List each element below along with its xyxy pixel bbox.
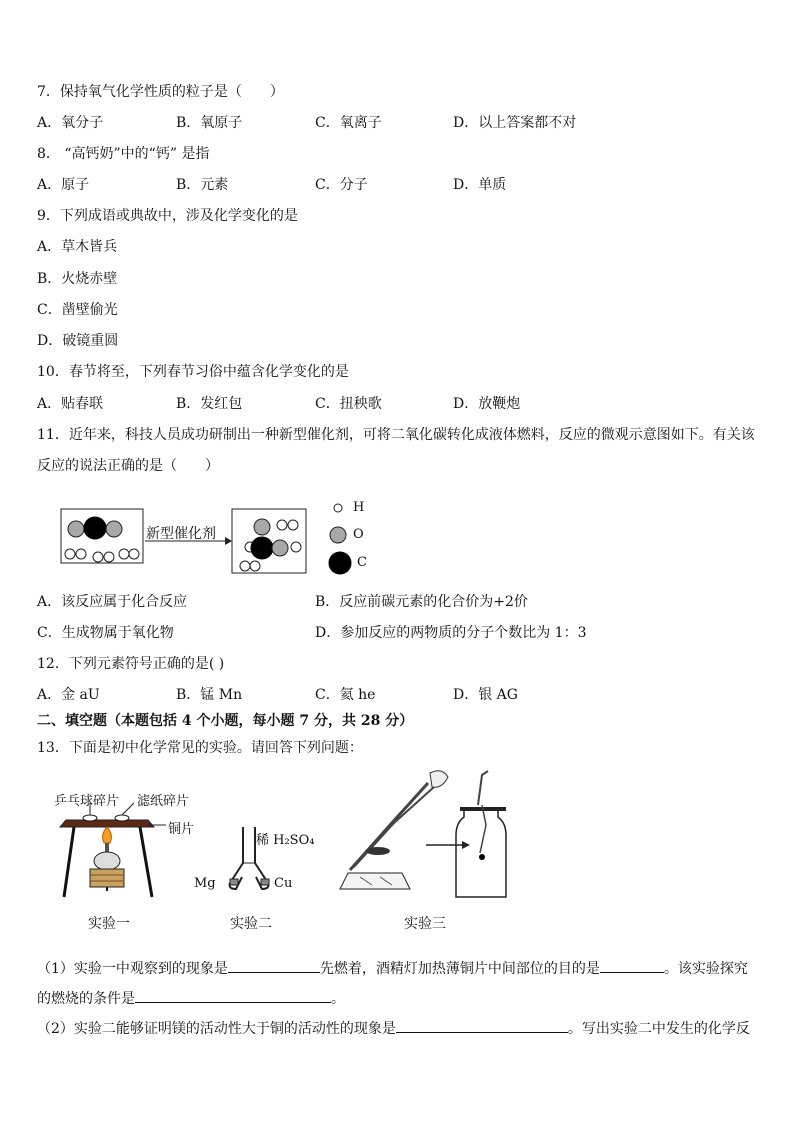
q13-p2-text-a: （2）实验二能够证明镁的活动性大于铜的活动性的现象是 <box>37 1021 396 1037</box>
label-filter-paper: 滤纸碎片 <box>137 794 190 809</box>
q11-stem-line1: 11．近年来，科技人员成功研制出一种新型催化剂，可将二氧化碳转化成液体燃料，反应的微观示意图如下。有关该 <box>37 427 755 443</box>
caption-exp1: 实验一 <box>88 916 130 932</box>
q10-option-d: D．放鞭炮 <box>453 396 521 412</box>
reaction-micro-diagram <box>60 495 390 585</box>
q11-option-b: B．反应前碳元素的化合价为+2价 <box>315 594 528 610</box>
legend-c: C <box>357 555 367 570</box>
q8-option-c: C．分子 <box>315 177 368 193</box>
q7-stem: 7．保持氧气化学性质的粒子是（ ） <box>37 84 284 100</box>
q11-option-d: D．参加反应的两物质的分子个数比为 1：3 <box>315 625 587 641</box>
answer-blank-3[interactable] <box>135 988 331 1003</box>
section-title: 二、填空题（本题包括 4 个小题，每小题 7 分，共 28 分） <box>37 713 414 729</box>
catalyst-label: 新型催化剂 <box>146 526 216 542</box>
answer-blank-4[interactable] <box>396 1018 568 1033</box>
q8-option-a: A．原子 <box>37 177 90 193</box>
q11-option-a: A．该反应属于化合反应 <box>37 594 188 610</box>
q8-option-d: D．单质 <box>453 177 507 193</box>
label-dilute-acid: 稀 H₂SO₄ <box>256 833 315 848</box>
q13-p2-text-b: 。写出实验二中发生的化学反 <box>567 1021 750 1037</box>
label-ping-pong: 乒乓球碎片 <box>54 794 120 809</box>
q10-option-b: B．发红包 <box>176 396 243 412</box>
q13-part1-line1 <box>37 958 748 978</box>
q11-option-c: C．生成物属于氧化物 <box>37 625 174 641</box>
q13-p1-text-c: 。该实验探究 <box>663 961 748 977</box>
caption-exp2: 实验二 <box>230 916 272 932</box>
q12-option-b: B．锰 Mn <box>176 687 243 703</box>
q7-option-a: A．氧分子 <box>37 115 104 131</box>
q8-option-b: B．元素 <box>176 177 229 193</box>
q13-p1-text-b: 先燃着，酒精灯加热薄铜片中间部位的目的是 <box>319 961 600 977</box>
q12-option-a: A．金 aU <box>37 687 100 703</box>
legend-h: H <box>353 500 365 515</box>
q9-option-b: B．火烧赤壁 <box>37 271 118 287</box>
q10-stem: 10．春节将至，下列春节习俗中蕴含化学变化的是 <box>37 364 349 380</box>
q13-p1-text-e: 。 <box>331 991 345 1007</box>
q7-option-c: C．氧离子 <box>315 115 382 131</box>
label-cu: Cu <box>274 876 293 891</box>
q12-option-d: D．银 AG <box>453 687 518 703</box>
q7-option-d: D．以上答案都不对 <box>453 115 577 131</box>
q13-p1-text-d: 的燃烧的条件是 <box>37 991 135 1007</box>
q13-part1-line2 <box>37 988 345 1008</box>
q9-option-a: A．草木皆兵 <box>37 239 118 255</box>
label-mg: Mg <box>194 876 216 891</box>
q9-option-d: D．破镜重圆 <box>37 333 119 349</box>
legend-o: O <box>353 527 364 542</box>
q12-option-c: C．氦 he <box>315 687 376 703</box>
q11-stem-line2: 反应的说法正确的是（ ） <box>37 458 219 474</box>
q13-stem: 13．下面是初中化学常见的实验。请回答下列问题： <box>37 740 363 756</box>
q7-option-b: B．氧原子 <box>176 115 243 131</box>
caption-exp3: 实验三 <box>404 916 446 932</box>
q9-option-c: C．凿壁偷光 <box>37 302 118 318</box>
answer-blank-1[interactable] <box>228 958 320 973</box>
q13-part2-line1 <box>37 1018 750 1038</box>
q13-p1-text-a: （1）实验一中观察到的现象是 <box>37 961 228 977</box>
answer-blank-2[interactable] <box>600 958 664 973</box>
q12-stem: 12．下列元素符号正确的是( ) <box>37 656 225 672</box>
q8-stem: 8． “高钙奶”中的“钙” 是指 <box>37 146 210 162</box>
q10-option-c: C．扭秧歌 <box>315 396 382 412</box>
label-copper-plate: 铜片 <box>168 822 195 837</box>
q9-stem: 9．下列成语或典故中，涉及化学变化的是 <box>37 208 298 224</box>
q10-option-a: A．贴春联 <box>37 396 104 412</box>
